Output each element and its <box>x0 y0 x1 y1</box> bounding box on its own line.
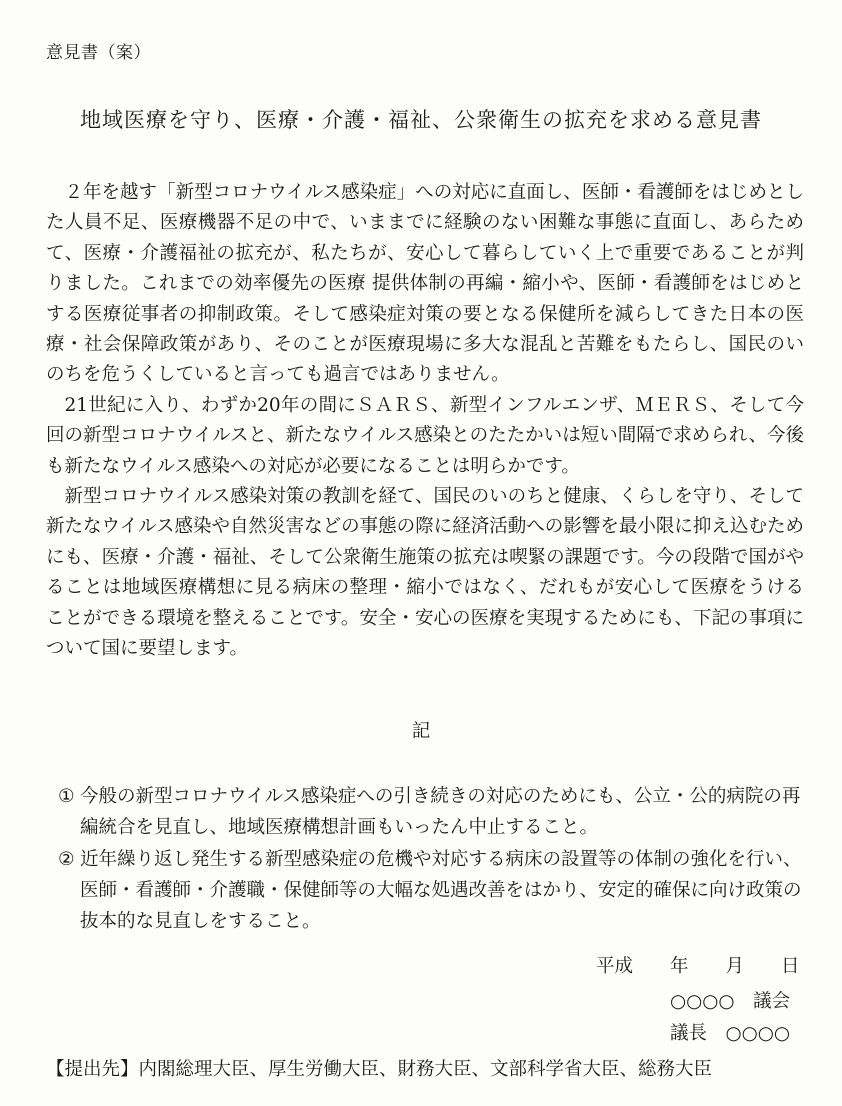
request-item-text: 近年繰り返し発生する新型感染症の危機や対応する病床の設置等の体制の強化を行い、医師・看護師・介護職・保健師等の大幅な処遇改善をはかり、安定的確保に向け政策の抜本的な見直しをすること。 <box>80 849 802 932</box>
signature-chair: 議長 ○○○○ <box>670 1023 791 1044</box>
request-item <box>58 844 804 937</box>
paragraph: ２年を越す「新型コロナウイルス感染症」への対応に直面し、医師・看護師をはじめとした人員不足、医療機器不足の中で、いままでに経験のない困難な事態に直面し、あらためて、医療・介護福祉の拡充が、私たちが、安心して暮らしていく上で重要であることが判りました。これまでの効率優先の医療 提供体制の再編・縮小や、医師・看護師をはじめとする医療従事者の抑制政策。そして感染症対策の要となる保健所を減らしてきた日本の医療・社会保障政策があり、そのことが医療現場に多大な混乱と苦難をもたらし、国民のいのちを危うくしていると言っても過言ではありません。 <box>46 182 804 386</box>
recipients: 【提出先】内閣総理大臣、厚生労働大臣、財務大臣、文部科学省大臣、総務大臣 <box>46 1059 713 1080</box>
paragraph: 新型コロナウイルス感染対策の教訓を経て、国民のいのちと健康、くらしを守り、そして新たなウイルス感染や自然災害などの事態の際に経済活動への影響を最小限に抑え込むためにも、医療・介護・福祉、そして公衆衛生施策の拡充は喫緊の課題です。今の段階で国がやることは地域医療構想に見る病床の整理・縮小ではなく、だれもが安心して医療をうけることができる環境を整えることです。安全・安心の医療を実現するためにも、下記の事項について国に要望します。 <box>46 486 804 660</box>
draft-label: 意見書（案） <box>46 43 151 63</box>
document-title: 地域医療を守り、医療・介護・福祉、公衆衛生の拡充を求める意見書 <box>80 108 762 132</box>
signature-council: ○○○○ 議会 <box>670 991 791 1012</box>
ki-heading: 記 <box>411 721 431 742</box>
request-item <box>58 781 804 843</box>
request-item-number: ① <box>58 786 75 807</box>
request-items <box>58 781 804 938</box>
signature-date: 平成 年 月 日 <box>596 956 800 977</box>
request-item-text: 今般の新型コロナウイルス感染症への引き続きの対応のためにも、公立・公的病院の再編統合を見直し、地域医療構想計画もいったん中止すること。 <box>80 786 801 838</box>
request-item-number: ② <box>58 849 75 870</box>
body-text <box>46 178 804 665</box>
paragraph: 21世紀に入り、わずか20年の間にＳＡＲＳ、新型インフルエンザ、ＭＥＲＳ、そして今回の新型コロナウイルスと、新たなウイルス感染とのたたかいは短い間隔で求められ、今後も新たなウイルス感染への対応が必要になることは明らかです。 <box>46 394 804 477</box>
